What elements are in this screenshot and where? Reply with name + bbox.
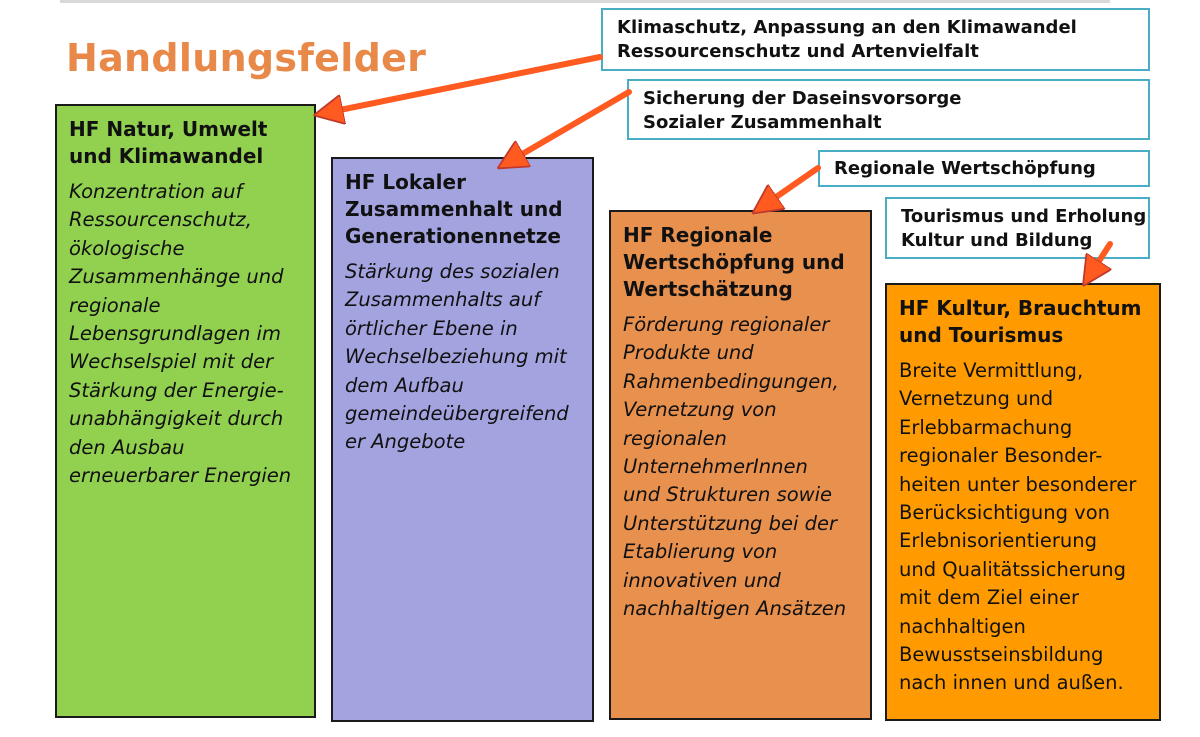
description-line: Breite Vermittlung, <box>899 359 1084 382</box>
description-line: Rahmenbedingungen, <box>623 369 839 393</box>
description-line: Vernetzung und <box>899 387 1054 411</box>
callout-line: Klimaschutz, Anpassung an den Klimawandel <box>617 17 1077 38</box>
description-line: nach innen und außen. <box>899 671 1124 695</box>
description-line: regionalen <box>623 426 727 450</box>
description-line: Konzentration auf <box>69 180 243 203</box>
callout-line: Tourismus und Erholung <box>901 206 1147 227</box>
callout-line: Sozialer Zusammenhalt <box>643 112 882 133</box>
description-line: dem Aufbau <box>345 373 464 397</box>
description-line: mit dem Ziel einer <box>899 586 1080 610</box>
field-title: HF Natur, Umwelt und Klimawandel <box>69 117 268 168</box>
description-line: Bewusstseinsbildung <box>899 643 1104 667</box>
description-line: Erlebnisorientierung <box>899 529 1097 553</box>
description-line: Erlebbarmachung <box>899 415 1073 439</box>
description-line: Wechselbeziehung mit <box>345 345 567 369</box>
description-line: Ressourcenschutz, <box>69 208 252 232</box>
description-line: Zusammenhalts auf <box>345 288 541 312</box>
description-line: ökologische <box>69 236 185 260</box>
description-line: regionaler Besonder- <box>899 444 1103 468</box>
callout-line: Regionale Wertschöpfung <box>834 158 1096 179</box>
description-line: erneuerbarer Energien <box>69 464 292 488</box>
callout-line: Kultur und Bildung <box>901 230 1093 251</box>
description-line: innovativen und <box>623 568 781 592</box>
arrow-to-zusammenhalt <box>512 92 629 160</box>
description-line: heiten unter besonderer <box>899 472 1137 496</box>
description-line: Stärkung des sozialen <box>345 260 560 283</box>
field-title: HF Lokaler Zusammenhalt und Generationennetze <box>345 170 563 248</box>
description-line: gemeindeübergreifend <box>345 402 569 426</box>
description-line: Zusammenhänge und <box>69 265 284 289</box>
description-line: UnternehmerInnen <box>623 455 808 479</box>
description-line: Lebensgrundlagen im <box>69 322 281 346</box>
description-line: Unterstützung bei der <box>623 511 838 535</box>
field-title: HF Regionale Wertschöpfung und Wertschätzung <box>623 223 845 301</box>
description-line: Stärkung der Energie- <box>69 378 284 402</box>
callout-line: Ressourcenschutz und Artenvielfalt <box>617 41 979 62</box>
description-line: den Ausbau <box>69 435 185 459</box>
description-line: nachhaltigen Ansätzen <box>623 597 847 621</box>
arrow-to-kultur <box>1092 244 1110 272</box>
description-line: und Qualitätssicherung <box>899 557 1126 581</box>
field-title: HF Kultur, Brauchtum und Tourismus <box>899 296 1142 347</box>
description-line: er Angebote <box>345 430 466 454</box>
page-title: Handlungsfelder <box>66 36 427 80</box>
description-line: Förderung regionaler <box>623 313 830 336</box>
description-line: Produkte und <box>623 341 754 365</box>
description-line: Berücksichtigung von <box>899 501 1110 525</box>
description-line: und Strukturen sowie <box>623 483 833 507</box>
description-line: Etablierung von <box>623 540 778 564</box>
description-line: örtlicher Ebene in <box>345 316 518 340</box>
description-line: unabhängigkeit durch <box>69 407 284 431</box>
description-line: Wechselspiel mit der <box>69 350 274 374</box>
arrow-to-natur <box>330 57 600 112</box>
description-line: nachhaltigen <box>899 614 1026 638</box>
callout-line: Sicherung der Daseinsvorsorge <box>643 88 962 109</box>
description-line: Vernetzung von <box>623 398 777 422</box>
description-line: regionale <box>69 293 161 317</box>
arrow-to-wertschoepfung <box>766 168 818 204</box>
